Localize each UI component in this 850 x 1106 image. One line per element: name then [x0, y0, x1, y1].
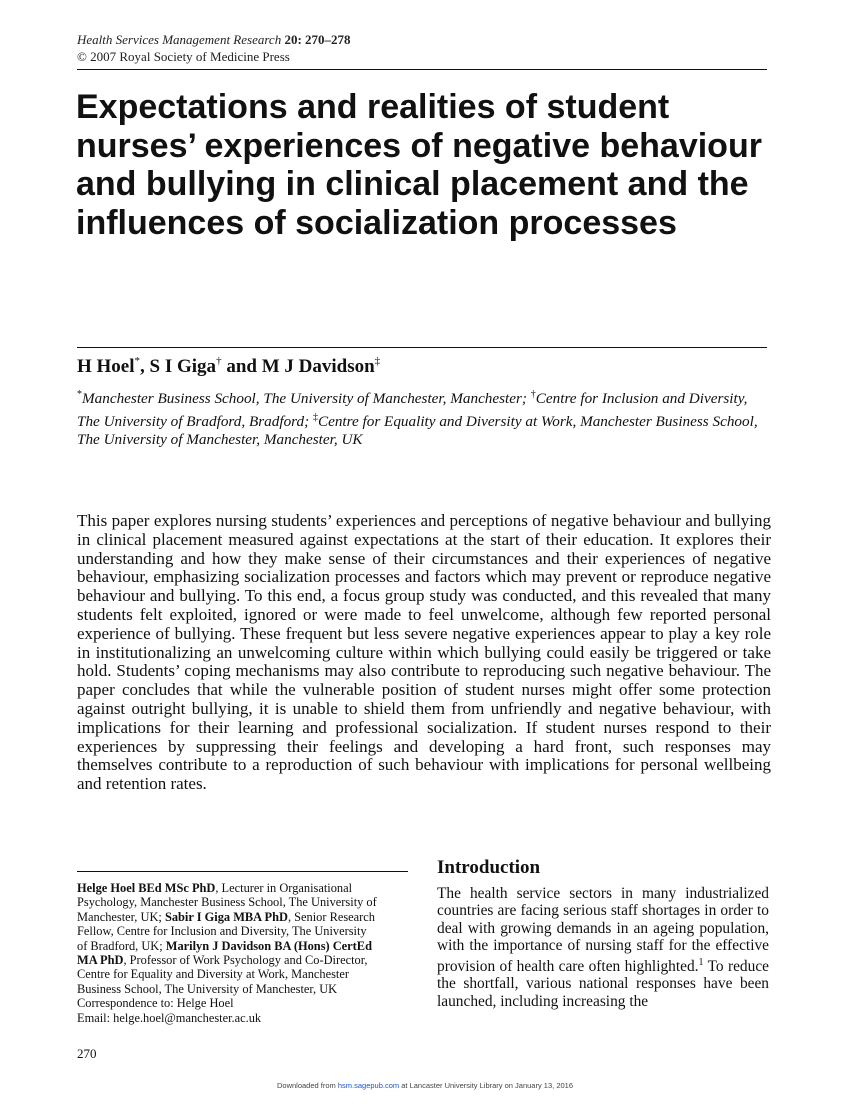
- correspondence-line: Correspondence to: Helge Hoel: [77, 996, 234, 1011]
- affiliation-mark: ‡: [312, 411, 318, 423]
- author-list: [77, 355, 380, 378]
- author-name: M J Davidson: [261, 356, 375, 377]
- title-rule: [77, 347, 767, 348]
- volume-pages: 20: 270–278: [284, 32, 351, 47]
- author-mark: *: [134, 355, 141, 367]
- introduction-text: The health service sectors in many industrialized countries are facing serious staff shortages in order to deal with growing demands in an ageing population, with the importance of nursing staff for the effective provision of health care often highlighted.$^1$ To reduce the shortfall, various national responses have been launched, including increasing the: [437, 885, 769, 1010]
- header-rule: [77, 69, 767, 70]
- page-number: 270: [77, 1046, 97, 1061]
- affiliations: [77, 386, 772, 450]
- affiliation-mark: *: [77, 389, 82, 400]
- copyright-symbol: ©: [77, 49, 87, 64]
- author-separator: and: [221, 356, 262, 377]
- footnote-line: Psychology, Manchester Business School, The University of: [77, 895, 377, 910]
- article-title: Expectations and realities of student nurses’ experiences of negative behaviour and bullying in clinical placement and the influences of socialization processes: [76, 88, 762, 242]
- reference-mark: 1: [698, 957, 704, 969]
- journal-name: Health Services Management Research: [77, 32, 282, 47]
- copyright-text: 2007 Royal Society of Medicine Press: [90, 49, 290, 64]
- download-notice: Downloaded from hsm.sagepub.com at Lancaster University Library on January 13, 2016: [276, 1081, 574, 1090]
- abstract: This paper explores nursing students’ experiences and perceptions of negative behaviour and bullying in clinical placement measured against expectations at the start of their education. It explores their understanding and how they make sense of their circumstances and their experiences of negative behaviour, emphasizing socialization processes and factors which may prevent or reproduce negative behaviour and bullying. To this end, a focus group study was conducted, and this revealed that many students felt exploited, ignored or were made to feel unwelcome, although few reported personal experience of bullying. These frequent but less severe negative experiences appear to play a key role in institutionalizing an unwelcoming culture within which bullying could easily be triggered or take hold. Students’ coping mechanisms may also contribute to reproducing such negative behaviour. The paper concludes that while the vulnerable position of student nurses might offer some protection against outright bullying, it is unable to shield them from unfriendly and negative behaviour, with implications for their learning and professional socialization. If student nurses respond to their experiences by suppressing their feelings and developing a hard front, such responses may themselves contribute to a reproduction of such behaviour with implications for personal wellbeing and retention rates.: [77, 511, 771, 794]
- email-line: Email: helge.hoel@manchester.ac.uk: [77, 1010, 262, 1025]
- journal-citation: [77, 32, 351, 48]
- source-link[interactable]: hsm.sagepub.com: [337, 1081, 400, 1090]
- affiliation-mark: †: [530, 389, 536, 400]
- footnote-line: Business School, The University of Manchester, UK: [77, 981, 338, 996]
- footnote-line: of Bradford, UK; Marilyn J Davidson BA (Hons) CertEd: [77, 938, 372, 953]
- affiliation-text: Centre for Inclusion and Diversity, The University of Bradford, Bradford;: [77, 390, 748, 430]
- footnote-line: MA PhD, Professor of Work Psychology and Co-Director,: [77, 953, 368, 968]
- footnote-line: Centre for Equality and Diversity at Work, Manchester: [77, 967, 349, 982]
- author-name: H Hoel: [77, 356, 135, 377]
- footnote-line: Fellow, Centre for Inclusion and Diversity, The University: [77, 924, 367, 939]
- author-mark: †: [216, 355, 222, 367]
- affiliation-text: Manchester Business School, The University of Manchester, Manchester;: [82, 390, 531, 407]
- author-separator: ,: [140, 356, 150, 377]
- author-footnote: [77, 881, 410, 1025]
- copyright-line: [77, 49, 290, 65]
- footnote-line: Helge Hoel BEd MSc PhD, Lecturer in Organisational: [77, 881, 353, 895]
- affiliation-text: Centre for Equality and Diversity at Work, Manchester Business School, The University of Manchester, Manchester, UK: [77, 412, 758, 448]
- footnote-line: Manchester, UK; Sabir I Giga MBA PhD, Senior Research: [77, 909, 376, 924]
- author-mark: ‡: [374, 355, 381, 367]
- introduction-heading: Introduction: [437, 857, 541, 878]
- author-name: S I Giga: [149, 356, 217, 377]
- footnote-rule: [77, 871, 408, 872]
